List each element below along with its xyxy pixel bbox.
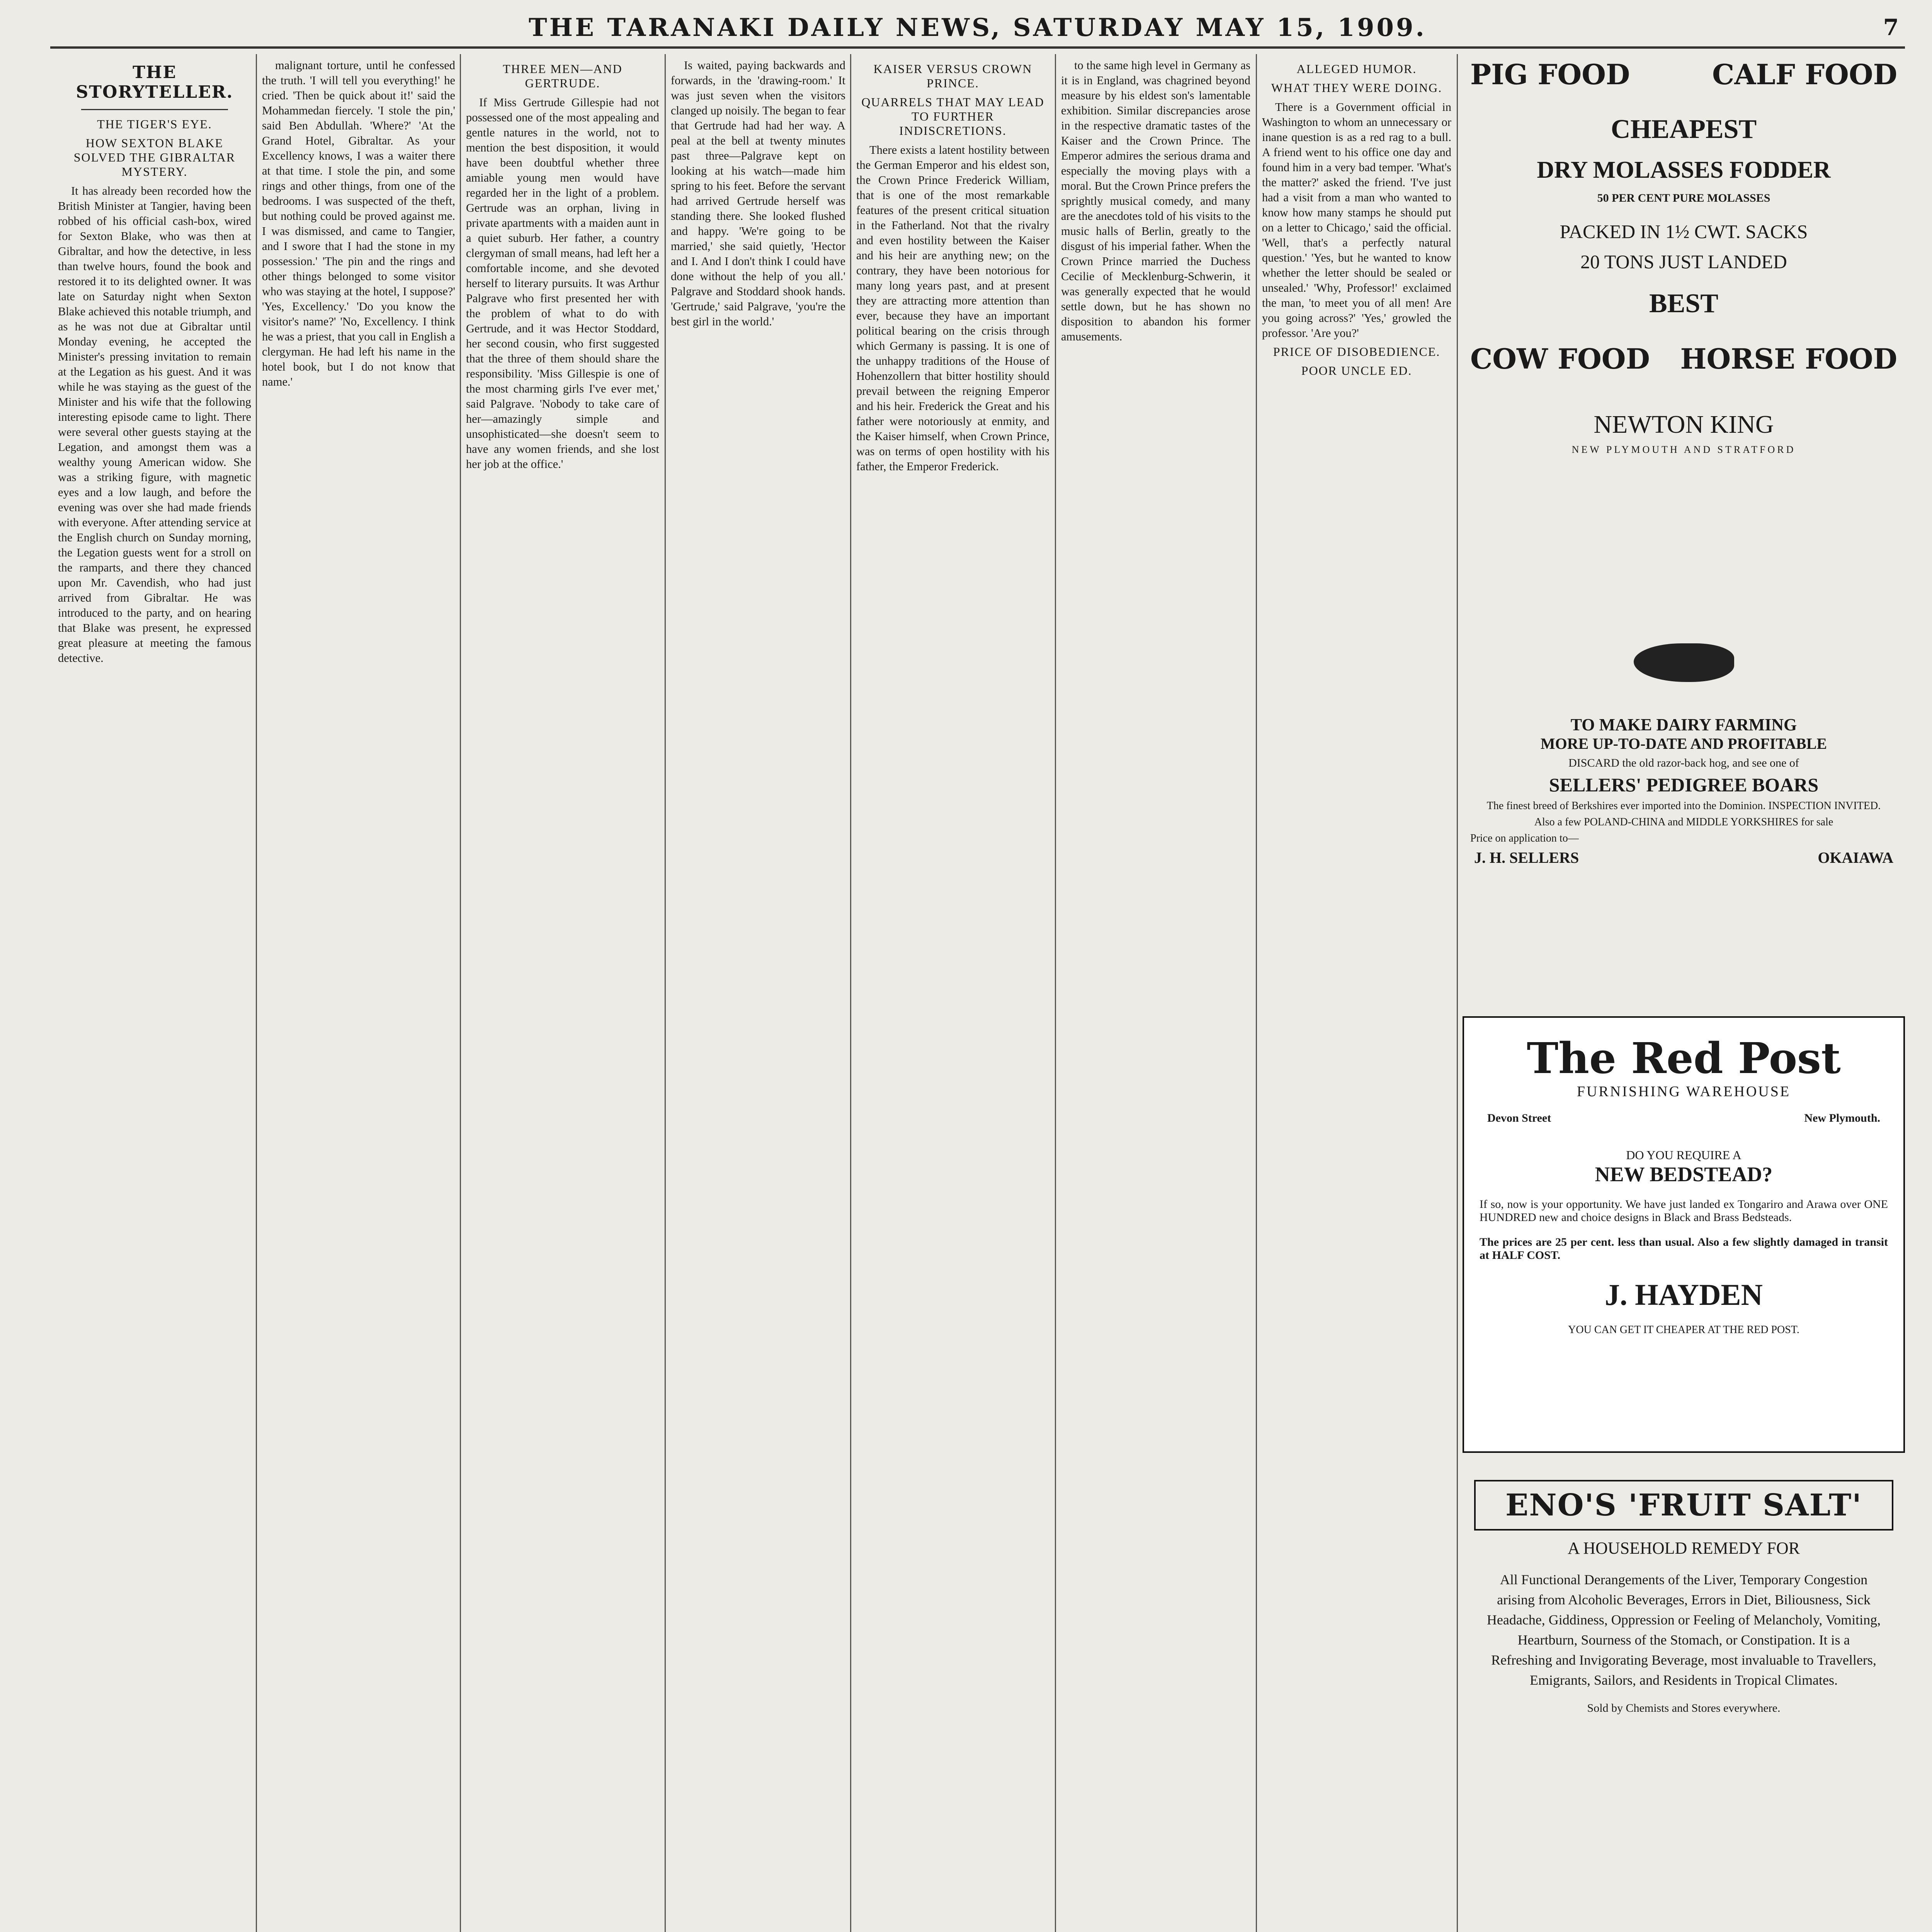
ad-subtitle: A HOUSEHOLD REMEDY FOR [1568,1539,1800,1558]
advertisement-column [1463,58,1905,1932]
story-title: THE TIGER'S EYE. [97,117,212,131]
column-7 [1262,58,1451,1932]
section-heading: THE STORYTELLER. [76,63,233,102]
ad-line: 20 TONS JUST LANDED [1580,251,1787,272]
masthead-rule [50,46,1905,49]
article-heading: PRICE OF DISOBEDIENCE. [1273,345,1440,359]
column-5 [856,58,1049,1932]
article-heading: THREE MEN—AND GERTRUDE. [503,62,622,90]
article-deck: QUARRELS THAT MAY LEAD TO FURTHER INDISCRETIONS. [861,95,1044,138]
ad-line: The finest breed of Berkshires ever imported into the Dominion. INSPECTION INVITED. [1486,800,1881,812]
ad-name: J. HAYDEN [1605,1278,1763,1311]
ad-body: All Functional Derangements of the Liver, Temporary Congestion arising from Alcoholic Beverages, Errors in Diet, Biliousness, Sick Headache, Giddiness, Oppression or Feeling of Melancholy, Vomiting, Heartburn, Sourness of the Stomach, or Constipation. It is a Refreshing and Invigorating Beverage, most invaluable to Travellers, Emigrants, Sailors, and Residents in Tropical Climates. [1486,1572,1881,1688]
column-storyteller [58,58,251,1932]
ad-line: PACKED IN 1½ CWT. SACKS [1560,221,1808,242]
column-4 [671,58,845,1932]
column-rule [665,54,666,1932]
column-rule [460,54,461,1932]
ad-line: DISCARD the old razor-back hog, and see one of [1568,757,1799,769]
column-3 [466,58,659,1932]
ad-footer: Sold by Chemists and Stores everywhere. [1587,1702,1781,1714]
column-rule [1457,54,1458,1932]
article-body: malignant torture, until he confessed the truth. 'I will tell you everything!' he cried. 'Then be quick about it!' said the Mohammedan fiercely. 'I stole the pin,' said Ben Abdullah. 'Where?' 'At the Grand Hotel, Gibraltar. As your Excellency knows, I was a waiter there at that time. I stole the pin, and some rings and other things, from one of the bedrooms. I was suspected of the theft, but nothing could be proved against me. I was dismissed, and came to Tangier, and I swore that I had the stone in my possession.' 'The pin and the rings and other things belonged to some visitor who was staying at the hotel, I suppose?' 'Yes, Excellency.' 'Do you know the visitor's name?' 'No, Excellency. I think he was a priest, that you call in English a clergyman. He had left his name in the hotel book, but I do not know that name.' [262,59,455,388]
ad-pig-food [1463,58,1905,599]
ad-places: NEW PLYMOUTH AND STRATFORD [1571,444,1796,455]
ad-line: TO MAKE DAIRY FARMING [1570,715,1797,734]
column-rule [1256,54,1257,1932]
ad-eno [1463,1472,1905,1932]
ad-line: DO YOU REQUIRE A [1626,1148,1742,1162]
ad-horse-label: HORSE FOOD [1680,342,1897,375]
masthead-title: THE TARANAKI DAILY NEWS, SATURDAY MAY 15, 1909. [529,13,1427,42]
ad-title: The Red Post [1527,1033,1841,1083]
column-2 [262,58,455,1932]
ad-name: J. H. SELLERS [1474,849,1579,866]
ad-red-post [1463,1016,1905,1453]
article-body: If Miss Gertrude Gillespie had not possessed one of the most appealing and gentle natures in the world, not to mention the best disposition, it would have been doubtful whether three amiable young men would have regarded her in the light of a problem. Gertrude was an orphan, living in private apartments with a maiden aunt in a quiet suburb. Her father, a country clergyman of small means, had left her a comfortable income, and she devoted herself to literary pursuits. It was Arthur Palgrave who first presented her with the problem of what to do with Gertrude, and it was Hector Stoddard, her second cousin, who first suggested that the three of them should share the responsibility. 'Miss Gillespie is one of the most charming girls I've ever met,' said Palgrave. 'Nobody to take care of her—amazingly simple and unsophisticated—she doesn't seem to have any women friends, and she lost her job at the office.' [466,96,659,471]
ad-line: NEW BEDSTEAD? [1595,1163,1773,1186]
masthead [54,14,1901,41]
ad-tag: YOU CAN GET IT CHEAPER AT THE RED POST. [1568,1324,1799,1336]
ad-line: 50 PER CENT PURE MOLASSES [1597,192,1770,204]
article-body: to the same high level in Germany as it is in England, was chagrined beyond measure by his eldest son's lamentable exhibition. Similar discrepancies arose in the respective dramatic tastes of the Kaiser and the Crown Prince. The Emperor admires the serious drama and especially the moving plays with a moral. But the Crown Prince prefers the sprightly musical comedy, and many are the anecdotes told of his visits to the music halls of Berlin, greatly to the disgust of his imperial father. When the Crown Prince married the Duchess Cecilie of Mecklenburg-Schwerin, it was generally expected that he would settle down, but he has shown no disposition to abandon his former amusements. [1061,59,1250,343]
article-heading: ALLEGED HUMOR. [1296,62,1417,76]
ad-line: Price on application to— [1470,832,1579,844]
ad-pig-label: PIG FOOD [1470,58,1630,91]
article-body: Is waited, paying backwards and forwards, in the 'drawing-room.' It was just seven when the visitors clanged up noisily. The began to fear that Gertrude had had her way. A peal at the bell at twenty minutes past three—Palgrave kept on looking at his watch—made him spring to his feet. Before the servant had arrived Gertrude herself was standing there. She looked flushed and happy. 'We're going to be married,' she said quietly, 'Hector and I. And I don't think I could have done without the help of you all.' Palgrave and Stoddard shook hands. 'Gertrude,' said Palgrave, 'you're the best girl in the world.' [671,59,845,328]
ad-calf-label: CALF FOOD [1712,58,1897,91]
pig-illustration [1576,618,1792,707]
ad-firm: NEWTON KING [1594,410,1774,439]
ad-line: MORE UP-TO-DATE AND PROFITABLE [1540,735,1827,752]
ad-body: If so, now is your opportunity. We have just landed ex Tongariro and Arawa over ONE HUNDRED new and choice designs in Black and Brass Bedsteads. [1480,1198,1888,1224]
column-rule [256,54,257,1932]
story-deck: HOW SEXTON BLAKE SOLVED THE GIBRALTAR MYSTERY. [73,136,236,179]
ad-cow-label: COW FOOD [1470,342,1650,375]
ad-line: SELLERS' PEDIGREE BOARS [1549,774,1819,796]
article-heading: POOR UNCLE ED. [1301,364,1412,378]
ad-street: Devon Street [1487,1112,1551,1124]
article-heading: KAISER VERSUS CROWN PRINCE. [873,62,1032,90]
ad-body: The prices are 25 per cent. less than usual. Also a few slightly damaged in transit at HALF COST. [1480,1236,1888,1262]
pig-icon [1634,643,1734,682]
ad-town: New Plymouth. [1804,1112,1880,1124]
ad-line: BEST [1649,289,1718,318]
divider [81,109,228,110]
ad-line: Also a few POLAND-CHINA and MIDDLE YORKSHIRES for sale [1534,816,1833,828]
ad-line: DRY MOLASSES FODDER [1537,157,1831,183]
ad-line: CHEAPEST [1611,114,1757,144]
column-6 [1061,58,1250,1932]
article-body: There is a Government official in Washington to whom an unnecessary or inane question is as a red rag to a bull. A friend went to his office one day and found him in a very bad temper. 'What's the matter?' asked the friend. 'I've just had a visit from a man who wanted to know how many stamps he should put on a letter to Chicago,' said the official. 'Well, that's a perfectly natural question.' 'Yes, but he wanted to know whether the letter should be sealed or unsealed.' 'Why, Professor!' exclaimed the man, 'to meet you of all men! Are you going across?' 'Yes,' growled the professor. 'Are you?' [1262,100,1451,340]
ad-title: ENO'S 'FRUIT SALT' [1505,1488,1862,1523]
ad-sellers [1463,611,1905,997]
article-body: There exists a latent hostility between the German Emperor and his eldest son, the Crown Prince Frederick William, that is one of the most remarkable features of the present critical situation in the Fatherland. Not that the rivalry and even hostility between the Kaiser and his heir are anything new; on the contrary, they have been notorious for many long years past, and at present they are attracting more attention than ever, because they have an important political bearing on the crisis through which Germany is passing. It is one of the unhappy traditions of the House of Hohenzollern that bitter hostility should prevail between the reigning Emperor and his heir. Frederick the Great and his father were notoriously at enmity, and the Kaiser himself, when Crown Prince, was on terms of open hostility with his father, the Emperor Frederick. [856,143,1049,473]
page-number: 7 [1883,14,1901,41]
ad-place: OKAIAWA [1818,849,1893,866]
column-rule [1055,54,1056,1932]
column-rule [850,54,851,1932]
ad-subtitle: FURNISHING WAREHOUSE [1577,1083,1791,1100]
article-body: It has already been recorded how the British Minister at Tangier, having been robbed of his official cash-box, wired for Sexton Blake, who was then at Gibraltar, and how the detective, in less than twelve hours, found the book and restored it to its delighted owner. It was late on Saturday night when Sexton Blake achieved this notable triumph, and as he was not due at Gibraltar until Monday evening, he accepted the Minister's pressing invitation to remain at the Legation as his guest. And it was while he was staying as the guest of the Minister and his wife that the following interesting episode came to light. There were several other guests staying at the Legation, and amongst them was a wealthy young American widow. She was a striking figure, with magnetic eyes and a low laugh, and before the evening was over she had made friends with everyone. After attending service at the English church on Sunday morning, the Legation guests went for a stroll on the ramparts, and there they chanced upon Mr. Cavendish, who had just arrived from Gibraltar. He was introduced to the party, and on hearing that Blake was present, he expressed great pleasure at meeting the famous detective. [58,184,251,665]
article-subheading: WHAT THEY WERE DOING. [1271,81,1442,95]
